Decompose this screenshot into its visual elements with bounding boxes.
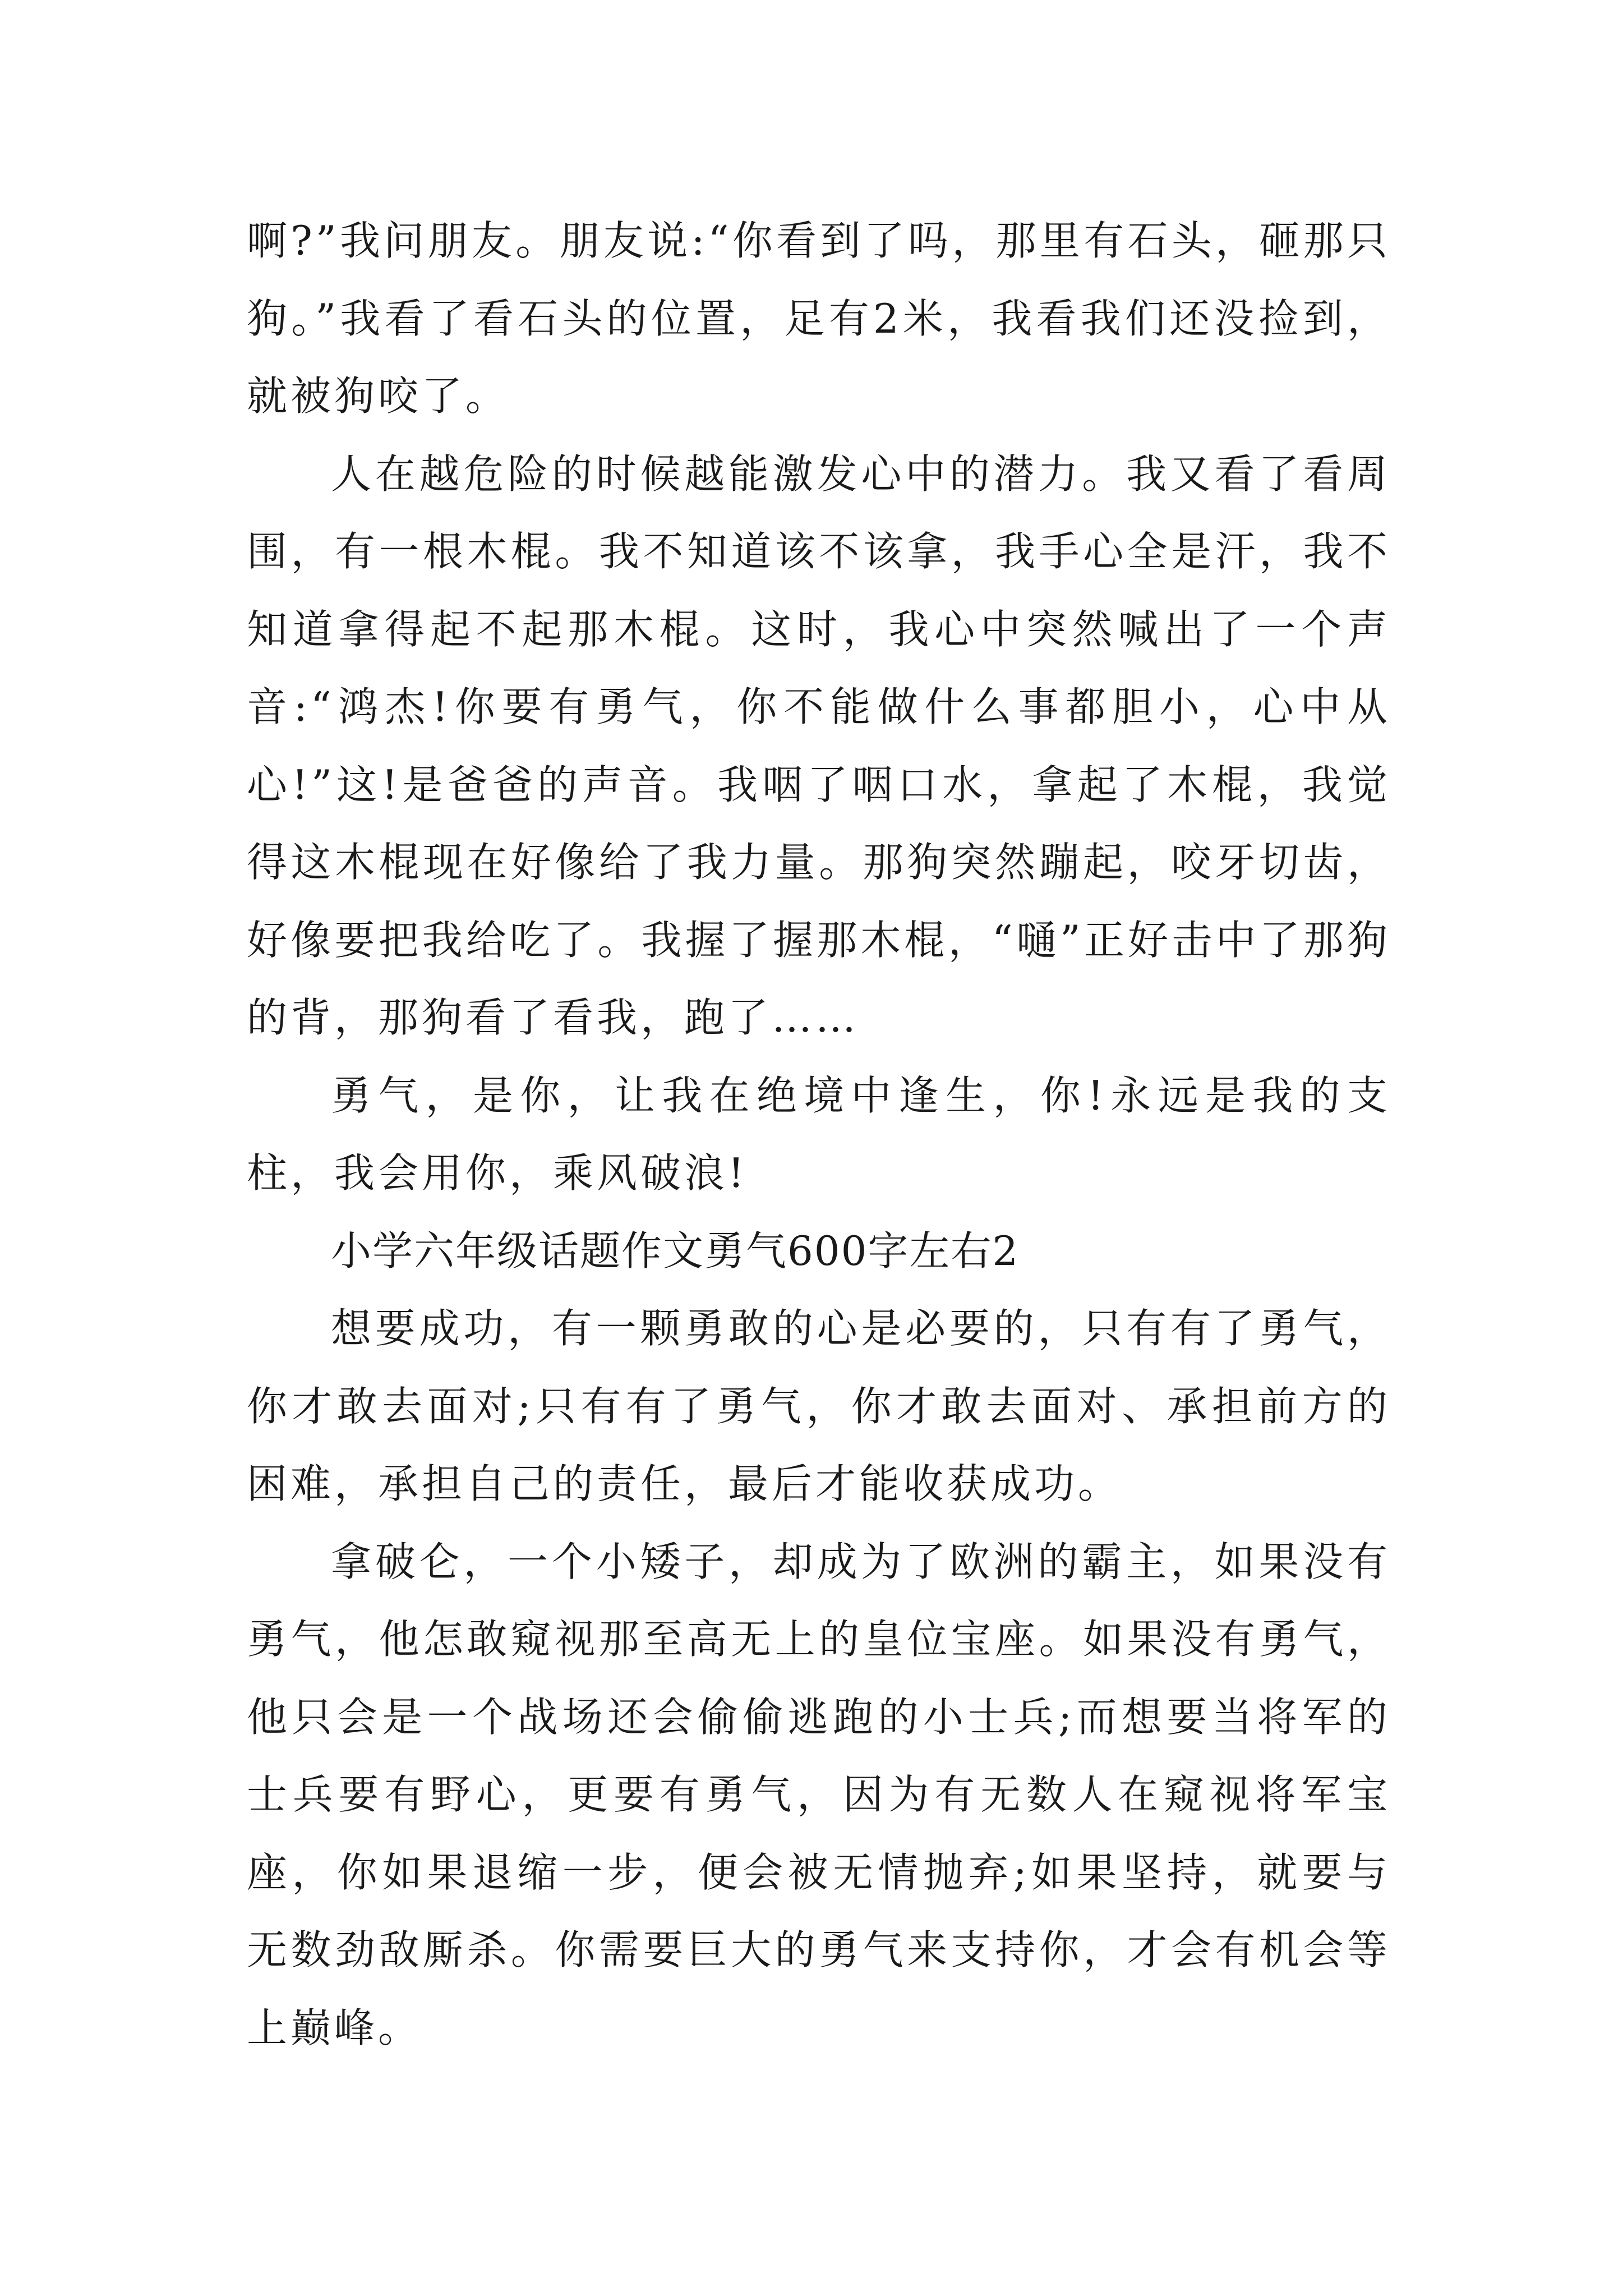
- document-body: [247, 202, 1391, 2067]
- paragraph-courage-pillar: 勇气，是你，让我在绝境中逢生，你!永远是我的支柱，我会用你，乘风破浪!: [247, 1071, 1391, 1197]
- essay-title: 小学六年级话题作文勇气600字左右2: [331, 1227, 1020, 1274]
- paragraph-napoleon: 拿破仑，一个小矮子，却成为了欧洲的霸主，如果没有勇气，他怎敢窥视那至高无上的皇位宝座。如果没有勇气，他只会是一个战场还会偷偷逃跑的小士兵;而想要当将军的士兵要有野心，更要有勇气，因为有无数人在窥视将军宝座，你如果退缩一步，便会被无情抛弃;如果坚持，就要与无数劲敌厮杀。你需要巨大的勇气来支持你，才会有机会等上巅峰。: [247, 1538, 1391, 2051]
- paragraph-success-courage: 想要成功，有一颗勇敢的心是必要的，只有有了勇气，你才敢去面对;只有有了勇气，你才敢去面对、承担前方的困难，承担自己的责任，最后才能收获成功。: [247, 1305, 1391, 1507]
- paragraph-continuation: 啊?”我问朋友。朋友说:“你看到了吗，那里有石头，砸那只狗。”我看了看石头的位置，足有2米，我看我们还没捡到，就被狗咬了。: [247, 217, 1391, 420]
- paragraph-courage-stick: 人在越危险的时候越能激发心中的潜力。我又看了看周围，有一根木棍。我不知道该不该拿，我手心全是汗，我不知道拿得起不起那木棍。这时，我心中突然喊出了一个声音:“鸿杰!你要有勇气，你不能做什么事都胆小，心中从心!”这!是爸爸的声音。我咽了咽口水，拿起了木棍，我觉得这木棍现在好像给了我力量。那狗突然蹦起，咬牙切齿，好像要把我给吃了。我握了握那木棍，“嗵”正好击中了那狗的背，那狗看了看我，跑了……: [247, 450, 1391, 1041]
